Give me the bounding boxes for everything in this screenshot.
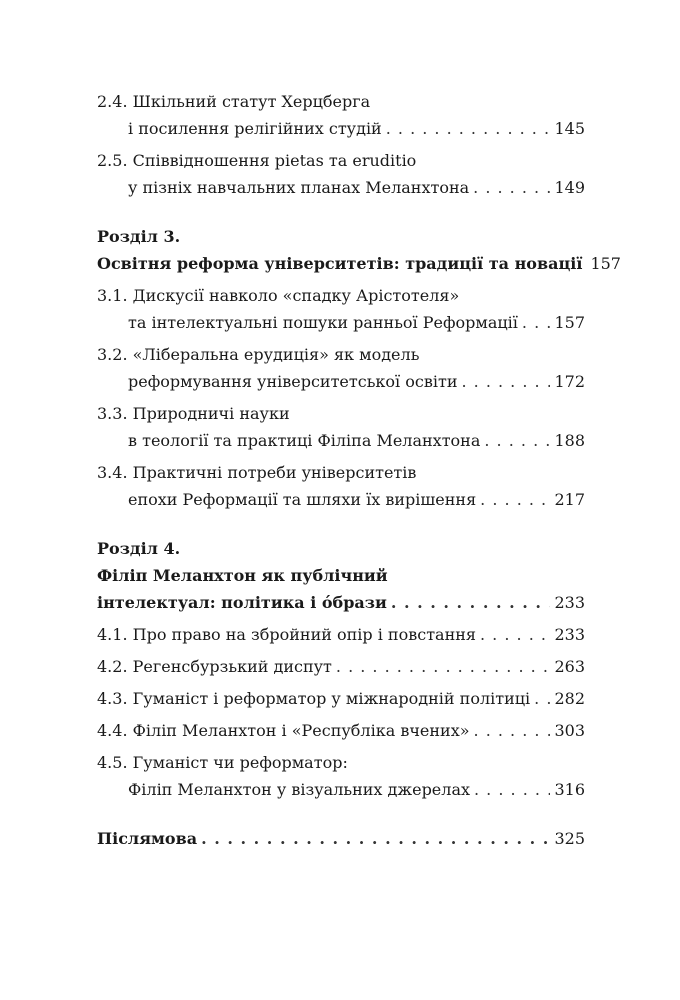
dot-leader <box>474 776 550 803</box>
toc-entry-title: Про право на збройний опір і повстання <box>132 625 476 644</box>
dot-leader <box>461 368 550 395</box>
chapter-heading: Розділ 3. <box>97 227 181 246</box>
toc-entry-page: 172 <box>554 372 585 391</box>
toc-entry-title: Гуманіст і реформатор у міжнародній політиці <box>132 689 531 708</box>
dot-leader <box>484 427 550 454</box>
toc-entry-title-line2: епохи Реформації та шляхи їх вирішення <box>128 490 477 509</box>
toc-entry-number: 2.4. <box>97 92 128 111</box>
toc-entry-title-line1: Практичні потреби університетів <box>132 463 417 482</box>
afterword-title: Післямова <box>97 829 198 848</box>
toc-entry-page: 263 <box>554 657 585 676</box>
chapter-heading: Розділ 4. <box>97 539 181 558</box>
toc-entry-4-5[interactable] <box>97 749 585 803</box>
afterword-page: 325 <box>554 829 585 848</box>
dot-leader <box>522 309 551 336</box>
toc-entry-3-3[interactable] <box>97 400 585 454</box>
toc-entry-number: 4.4. <box>97 721 128 740</box>
toc-entry-number: 4.1. <box>97 625 128 644</box>
toc-entry-number: 4.3. <box>97 689 128 708</box>
toc-entry-title: Регенсбурзький диспут <box>132 657 332 676</box>
dot-leader <box>386 115 551 142</box>
toc-entry-2-5[interactable] <box>97 147 585 201</box>
toc-entry-title-line1: Шкільний статут Херцберга <box>132 92 371 111</box>
toc-entry-title-line1: Співвідношення pietas та eruditio <box>132 151 417 170</box>
toc-entry-title-line2: і посилення релігійних студій <box>128 119 382 138</box>
toc-entry-page: 303 <box>554 721 585 740</box>
toc-entry-number: 4.2. <box>97 657 128 676</box>
chapter-title: Освітня реформа університетів: традиції та новації <box>97 254 583 273</box>
toc-entry-page: 233 <box>554 625 585 644</box>
table-of-contents <box>97 88 621 852</box>
toc-chapter-4[interactable] <box>97 535 585 616</box>
toc-entry-title: Філіп Меланхтон і «Республіка вчених» <box>132 721 470 740</box>
dot-leader <box>474 717 551 744</box>
chapter-page: 157 <box>590 254 621 273</box>
toc-entry-number: 3.3. <box>97 404 128 423</box>
toc-entry-number: 4.5. <box>97 753 128 772</box>
toc-entry-title-line2: Філіп Меланхтон у візуальних джерелах <box>128 780 470 799</box>
toc-entry-title-line1: Гуманіст чи реформатор: <box>132 753 348 772</box>
toc-entry-2-4[interactable] <box>97 88 585 142</box>
toc-entry-title-line1: «Ліберальна ерудиція» як модель <box>132 345 420 364</box>
dot-leader <box>480 486 550 513</box>
toc-entry-title-line1: Дискусії навколо «спадку Арістотеля» <box>132 286 460 305</box>
toc-entry-title-line2: та інтелектуальні пошуки ранньої Реформації <box>128 313 518 332</box>
toc-entry-4-3[interactable] <box>97 685 585 712</box>
toc-entry-title-line2: в теології та практиці Філіпа Меланхтона <box>128 431 481 450</box>
toc-entry-page: 188 <box>554 431 585 450</box>
toc-entry-page: 157 <box>554 313 585 332</box>
toc-afterword[interactable] <box>97 825 585 852</box>
dot-leader <box>480 621 550 648</box>
toc-chapter-3[interactable] <box>97 223 621 277</box>
toc-entry-title-line2: реформування університетської освіти <box>128 372 458 391</box>
toc-entry-3-2[interactable] <box>97 341 585 395</box>
toc-entry-4-2[interactable] <box>97 653 585 680</box>
toc-entry-number: 3.4. <box>97 463 128 482</box>
toc-entry-title-line2: у пізніх навчальних планах Меланхтона <box>128 178 470 197</box>
chapter-page: 233 <box>554 593 585 612</box>
toc-entry-page: 282 <box>554 689 585 708</box>
toc-entry-title-line1: Природничі науки <box>132 404 290 423</box>
toc-entry-page: 316 <box>554 780 585 799</box>
toc-entry-4-1[interactable] <box>97 621 585 648</box>
dot-leader <box>473 174 550 201</box>
chapter-title-line2: інтелектуал: політика і óбрази <box>97 593 387 612</box>
toc-entry-page: 217 <box>554 490 585 509</box>
dot-leader <box>534 685 550 712</box>
toc-entry-number: 2.5. <box>97 151 128 170</box>
dot-leader <box>336 653 551 680</box>
toc-entry-number: 3.1. <box>97 286 128 305</box>
toc-entry-page: 149 <box>554 178 585 197</box>
toc-entry-number: 3.2. <box>97 345 128 364</box>
toc-entry-3-1[interactable] <box>97 282 585 336</box>
toc-entry-page: 145 <box>554 119 585 138</box>
chapter-title-line1: Філіп Меланхтон як публічний <box>97 566 388 585</box>
dot-leader <box>201 825 550 852</box>
toc-entry-4-4[interactable] <box>97 717 585 744</box>
dot-leader <box>391 589 551 616</box>
toc-entry-3-4[interactable] <box>97 459 585 513</box>
